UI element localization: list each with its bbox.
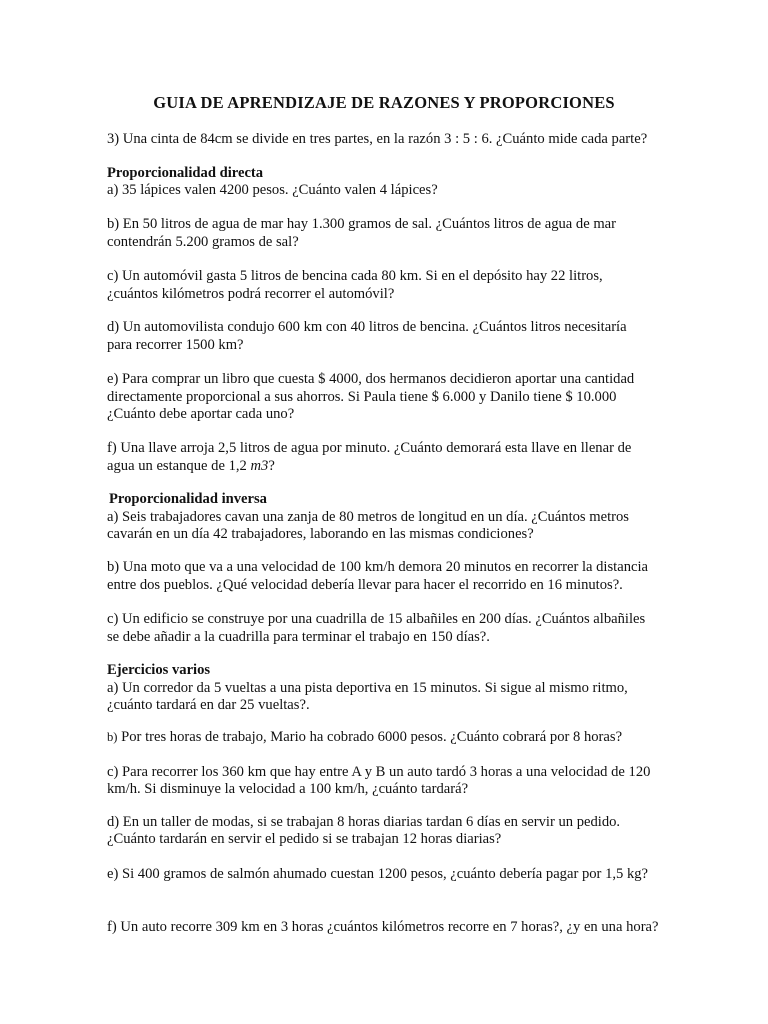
directa-question-e-line2: directamente proporcional a sus ahorros. Si Paula tiene $ 6.000 y Danilo tiene $ 10.000 — [107, 389, 617, 405]
heading-proporcionalidad-inversa: Proporcionalidad inversa — [109, 491, 267, 507]
directa-question-e-line1: e) Para comprar un libro que cuesta $ 4000, dos hermanos decidieron aportar una cantidad — [107, 371, 635, 387]
inversa-question-b-line2: entre dos pueblos. ¿Qué velocidad debería llevar para hacer el recorrido en 16 minutos?. — [107, 577, 623, 593]
inversa-question-a-line2: cavarán en un día 42 trabajadores, laborando en las mismas condiciones? — [107, 526, 534, 542]
directa-question-b-line1: b) En 50 litros de agua de mar hay 1.300 gramos de sal. ¿Cuántos litros de agua de mar — [107, 216, 617, 232]
inversa-question-c-line2: se debe añadir a la cuadrilla para terminar el trabajo en 150 días?. — [107, 629, 490, 645]
varios-question-d-line2: ¿Cuánto tardarán en servir el pedido si se trabajan 12 horas diarias? — [107, 831, 502, 847]
directa-question-d-line1: d) Un automovilista condujo 600 km con 40 litros de bencina. ¿Cuántos litros necesitaría — [107, 319, 627, 335]
inversa-question-c-line1: c) Un edificio se construye por una cuadrilla de 15 albañiles en 200 días. ¿Cuántos albañiles — [107, 611, 646, 627]
heading-proporcionalidad-directa: Proporcionalidad directa — [107, 165, 264, 181]
varios-question-d-line1: d) En un taller de modas, si se trabajan 8 horas diarias tardan 6 días en servir un pedido. — [107, 814, 621, 830]
directa-question-c-line1: c) Un automóvil gasta 5 litros de bencina cada 80 km. Si en el depósito hay 22 litros, — [107, 268, 603, 284]
varios-question-b-text: Por tres horas de trabajo, Mario ha cobrado 6000 pesos. ¿Cuánto cobrará por 8 horas? — [117, 729, 623, 745]
varios-question-e: e) Si 400 gramos de salmón ahumado cuestan 1200 pesos, ¿cuánto debería pagar por 1,5 kg? — [107, 866, 649, 882]
directa-question-a: a) 35 lápices valen 4200 pesos. ¿Cuánto valen 4 lápices? — [107, 182, 438, 198]
inversa-question-b-line1: b) Una moto que va a una velocidad de 100 km/h demora 20 minutos en recorrer la distancia — [107, 559, 649, 575]
varios-question-c-line2: km/h. Si disminuye la velocidad a 100 km/h, ¿cuánto tardará? — [107, 781, 469, 797]
directa-question-d-line2: para recorrer 1500 km? — [107, 337, 244, 353]
varios-question-b — [107, 728, 622, 746]
directa-question-c-line2: ¿cuántos kilómetros podrá recorrer el automóvil? — [107, 286, 395, 302]
directa-question-e-line3: ¿Cuánto debe aportar cada uno? — [107, 406, 295, 422]
page-title: GUIA DE APRENDIZAJE DE RAZONES Y PROPORCIONES — [153, 93, 615, 112]
question-3: 3) Una cinta de 84cm se divide en tres partes, en la razón 3 : 5 : 6. ¿Cuánto mide cada parte? — [107, 131, 648, 147]
heading-ejercicios-varios: Ejercicios varios — [107, 662, 211, 678]
varios-question-c-line1: c) Para recorrer los 360 km que hay entre A y B un auto tardó 3 horas a una velocidad de 120 — [107, 764, 651, 780]
varios-question-f: f) Un auto recorre 309 km en 3 horas ¿cuántos kilómetros recorre en 7 horas?, ¿y en una hora? — [107, 919, 659, 935]
directa-question-f-line1: f) Una llave arroja 2,5 litros de agua por minuto. ¿Cuánto demorará esta llave en llenar de — [107, 440, 632, 456]
directa-question-b-line2: contendrán 5.200 gramos de sal? — [107, 234, 299, 250]
varios-question-a-line2: ¿cuánto tardará en dar 25 vueltas?. — [107, 697, 310, 713]
cubic-meter-unit: m3 — [250, 458, 269, 474]
varios-question-b-label: b) — [107, 730, 118, 744]
varios-question-a-line1: a) Un corredor da 5 vueltas a una pista deportiva en 15 minutos. Si sigue al mismo ritmo, — [107, 680, 628, 696]
f2-text-before: agua un estanque de 1,2 — [107, 458, 251, 474]
inversa-question-a-line1: a) Seis trabajadores cavan una zanja de 80 metros de longitud en un día. ¿Cuántos metros — [107, 509, 629, 525]
directa-question-f-line2 — [107, 457, 275, 475]
f2-text-after: ? — [268, 458, 275, 474]
